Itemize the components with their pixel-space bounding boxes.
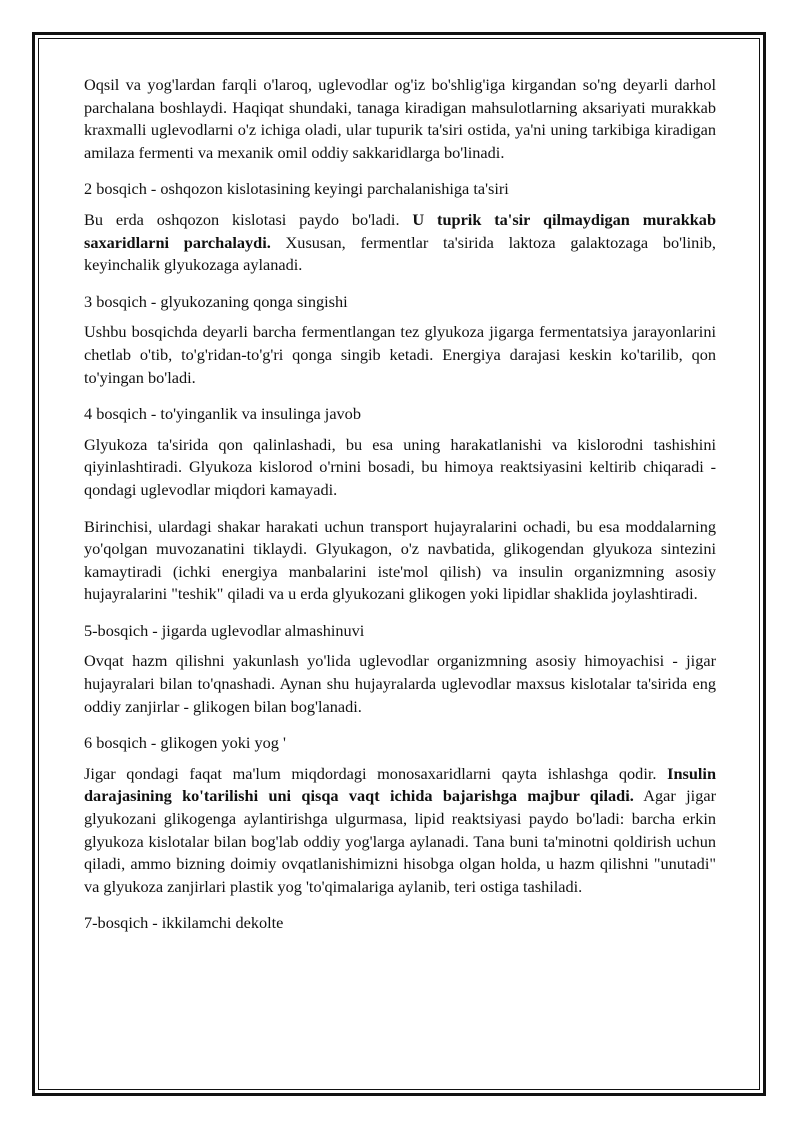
paragraph-insulin: Birinchisi, ulardagi shakar harakati uchun transport hujayralarini ochadi, bu esa moddalarning yo'qolgan muvozanatini tiklaydi. Glyukagon, o'z navbatida, glikogendan glyukoza sintezini kamaytiradi (ichki energiya manbalarini iste'mol qilish) va insulin organizmning asosiy hujayralarini "teshik" qiladi va u erda glyukozani glikogen yoki lipidlar shaklida joylashtiradi.: [84, 516, 716, 604]
heading-stage-6: 6 bosqich - glikogen yoki yog ': [84, 733, 286, 753]
paragraph-intro: Oqsil va yog'lardan farqli o'laroq, uglevodlar og'iz bo'shlig'iga kirgandan so'ng deyarli darhol parchalana boshlaydi. Haqiqat shundaki, tanaga kiradigan mahsulotlarning aksariyati murakkab kraxmalli uglevodlarni o'z ichiga oladi, ular tupurik ta'siri ostida, ya'ni uning tarkibiga kiradigan amilaza fermenti va mexanik omil oddiy sakkaridlarga bo'linadi.: [84, 75, 716, 162]
heading-stage-2: 2 bosqich - oshqozon kislotasining keyingi parchalanishiga ta'siri: [84, 179, 509, 199]
paragraph-stage-6-bold: Insulin darajasining ko'tarilishi uni qisqa vaqt ichida bajarishga majbur qiladi.: [84, 763, 716, 806]
heading-stage-4: 4 bosqich - to'yinganlik va insulinga javob: [84, 404, 361, 424]
paragraph-stage-3: Ushbu bosqichda deyarli barcha fermentlangan tez glyukoza jigarga fermentatsiya jarayonlarini chetlab o'tib, to'g'ridan-to'g'ri qonga singib ketadi. Energiya darajasi keskin ko'tarilib, qon to'yingan bo'ladi.: [84, 322, 716, 387]
paragraph-stage-5: Ovqat hazm qilishni yakunlash yo'lida uglevodlar organizmning asosiy himoyachisi - jigar hujayralari bilan to'qnashadi. Aynan shu hujayralarda uglevodlar maxsus kislotalar ta'sirida eng oddiy zanjirlar - glikogen bilan bog'lanadi.: [84, 651, 716, 716]
heading-stage-7: 7-bosqich - ikkilamchi dekolte: [84, 913, 284, 933]
paragraph-stage-2-end: Xususan, fermentlar ta'sirida laktoza galaktozaga bo'linib, keyinchalik glyukozaga aylanadi.: [84, 232, 717, 275]
paragraph-stage-6-end: Agar jigar glyukozani glikogenga aylantirishga ulgurmasa, lipid reaktsiyasi paydo bo'ladi: barcha erkin glyukoza kislotalar bilan bog'lab oddiy yog'larga aylanadi. Tana buni ta'minotni qoldirish uchun qiladi, ammo bizning doimiy ovqatlanishimizni hisobga olgan holda, u hazm qilishni "unutadi" va glyukoza zanjirlari plastik yog 'to'qimalariga aylanib, teri ostiga tashiladi.: [84, 786, 716, 896]
paragraph-stage-6-start: Jigar qondagi faqat ma'lum miqdordagi monosaxaridlarni qayta ishlashga qodir.: [84, 763, 668, 783]
paragraph-stage-4: Glyukoza ta'sirida qon qalinlashadi, bu esa uning harakatlanishi va kislorodni tashishini qiyinlashtiradi. Glyukoza kislorod o'rnini bosadi, bu himoya reaktsiyasini keltirib chiqaradi - qondagi uglevodlar miqdori kamayadi.: [84, 434, 716, 499]
paragraph-stage-2-start: Bu erda oshqozon kislotasi paydo bo'ladi.: [84, 209, 413, 229]
heading-stage-3: 3 bosqich - glyukozaning qonga singishi: [84, 291, 348, 311]
paragraph-stage-2-bold: U tuprik ta'sir qilmaydigan murakkab saxaridlarni parchalaydi.: [84, 209, 717, 252]
paragraph-stage-2: [84, 209, 716, 277]
document-body: [84, 74, 716, 935]
heading-stage-5: 5-bosqich - jigarda uglevodlar almashinuvi: [84, 620, 365, 640]
paragraph-stage-6: [84, 763, 716, 899]
